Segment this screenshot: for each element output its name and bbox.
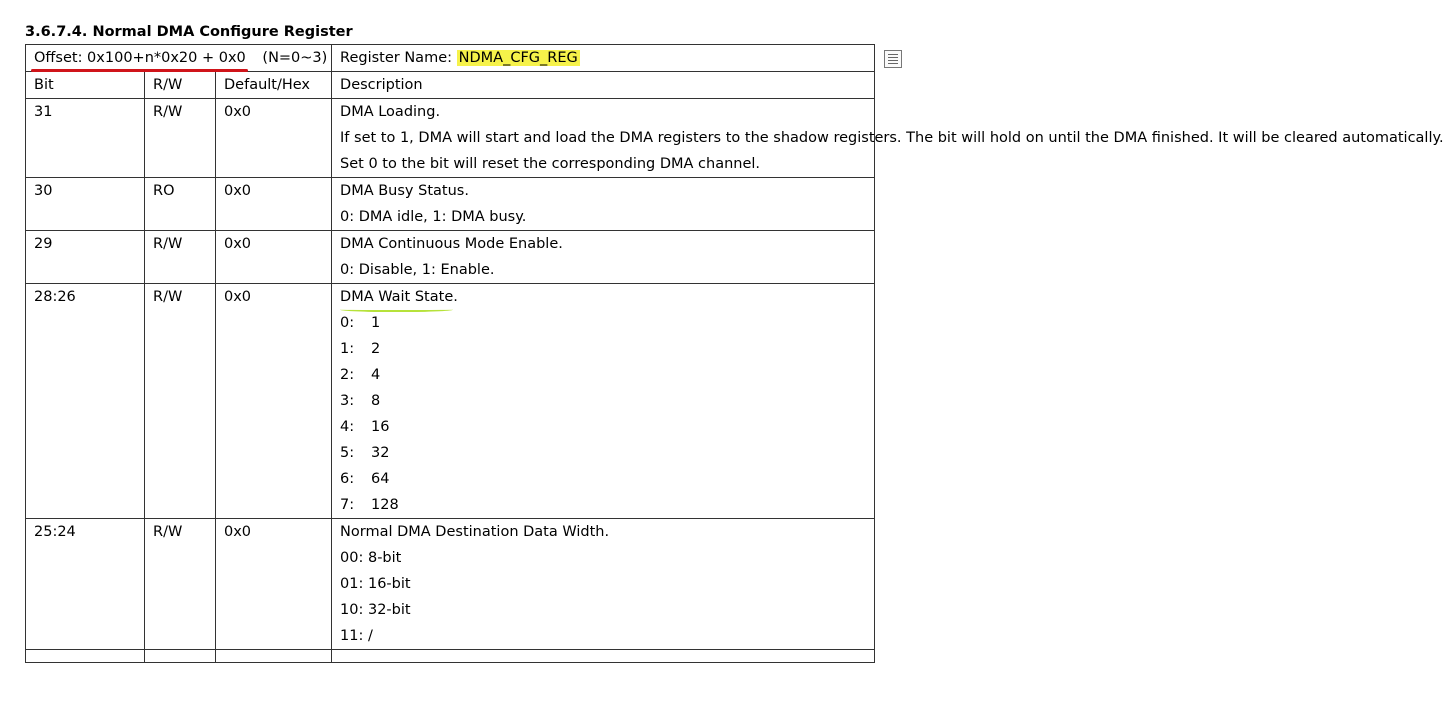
- offset-range: (N=0~3): [262, 50, 328, 66]
- register-name-label: Register Name:: [340, 50, 457, 66]
- description-cell: [332, 99, 1444, 178]
- description-line: 11: /: [340, 628, 373, 644]
- value-row: [340, 440, 874, 466]
- default-cell: 0x0: [216, 178, 332, 231]
- value-row: [340, 466, 874, 492]
- section-title: 3.6.7.4. Normal DMA Configure Register: [25, 24, 353, 40]
- description-title: DMA Continuous Mode Enable.: [340, 236, 563, 252]
- value-row: [340, 362, 874, 388]
- value-key: 1:: [340, 341, 355, 357]
- bit-cell: 28:26: [26, 284, 145, 519]
- table-row: [26, 178, 875, 231]
- col-description: Description: [332, 72, 875, 99]
- bit-cell: 29: [26, 231, 145, 284]
- register-table: [25, 44, 1444, 663]
- table-row: [26, 519, 875, 650]
- table-row: [26, 99, 875, 178]
- column-header-row: [26, 72, 875, 99]
- rw-cell: R/W: [145, 231, 216, 284]
- col-default: Default/Hex: [216, 72, 332, 99]
- description-cell: [332, 231, 875, 284]
- value-key: 5:: [340, 445, 355, 461]
- register-header-row: [26, 45, 875, 72]
- description-line: 0: Disable, 1: Enable.: [340, 262, 495, 278]
- table-row: [26, 284, 875, 519]
- description-line: 0: DMA idle, 1: DMA busy.: [340, 209, 527, 225]
- description-title: DMA Loading.: [340, 104, 441, 120]
- table-row: [26, 231, 875, 284]
- value-val: 2: [371, 341, 381, 357]
- default-cell: 0x0: [216, 519, 332, 650]
- value-row: [340, 388, 874, 414]
- offset-cell: [26, 45, 332, 72]
- description-line: 01: 16-bit: [340, 576, 411, 592]
- description-cell: [332, 650, 875, 663]
- value-key: 4:: [340, 419, 355, 435]
- bit-cell: 25:24: [26, 519, 145, 650]
- description-line: Set 0 to the bit will reset the corresponding DMA channel.: [340, 156, 761, 172]
- bit-cell: [26, 650, 145, 663]
- value-row: [340, 310, 874, 336]
- rw-cell: R/W: [145, 519, 216, 650]
- value-key: 3:: [340, 393, 355, 409]
- default-cell: 0x0: [216, 231, 332, 284]
- title-period: .: [453, 289, 458, 305]
- wait-state-title: DMA Wait State: [340, 284, 453, 310]
- bit-cell: 30: [26, 178, 145, 231]
- table-layout-icon[interactable]: [884, 50, 902, 68]
- default-cell: 0x0: [216, 99, 332, 178]
- description-cell: [332, 178, 875, 231]
- value-key: 6:: [340, 471, 355, 487]
- value-row: [340, 336, 874, 362]
- value-key: 0:: [340, 315, 355, 331]
- value-key: 7:: [340, 497, 355, 513]
- value-val: 4: [371, 367, 381, 383]
- value-val: 1: [371, 315, 381, 331]
- register-name: NDMA_CFG_REG: [458, 50, 578, 66]
- bit-cell: 31: [26, 99, 145, 178]
- description-line: 10: 32-bit: [340, 602, 411, 618]
- rw-cell: R/W: [145, 284, 216, 519]
- description-line: 00: 8-bit: [340, 550, 402, 566]
- value-val: 128: [371, 497, 399, 513]
- value-val: 32: [371, 445, 390, 461]
- register-name-cell: [332, 45, 875, 72]
- value-key: 2:: [340, 367, 355, 383]
- value-row: [340, 414, 874, 440]
- col-bit: Bit: [26, 72, 145, 99]
- description-title: DMA Busy Status.: [340, 183, 469, 199]
- default-cell: 0x0: [216, 284, 332, 519]
- offset-label: Offset: 0x100+n*0x20 + 0x0: [34, 45, 246, 71]
- default-cell: [216, 650, 332, 663]
- rw-cell: [145, 650, 216, 663]
- description-title: Normal DMA Destination Data Width.: [340, 524, 610, 540]
- rw-cell: RO: [145, 178, 216, 231]
- col-rw: R/W: [145, 72, 216, 99]
- value-val: 8: [371, 393, 381, 409]
- value-row: [340, 492, 874, 518]
- description-line: If set to 1, DMA will start and load the DMA registers to the shadow registers. The bit will hold on until the DMA finished. It will be cleared automatically.: [340, 130, 1444, 146]
- description-title: [340, 284, 874, 310]
- value-val: 16: [371, 419, 390, 435]
- description-cell: [332, 284, 875, 519]
- value-val: 64: [371, 471, 390, 487]
- table-row-partial: [26, 650, 875, 663]
- description-cell: [332, 519, 875, 650]
- rw-cell: R/W: [145, 99, 216, 178]
